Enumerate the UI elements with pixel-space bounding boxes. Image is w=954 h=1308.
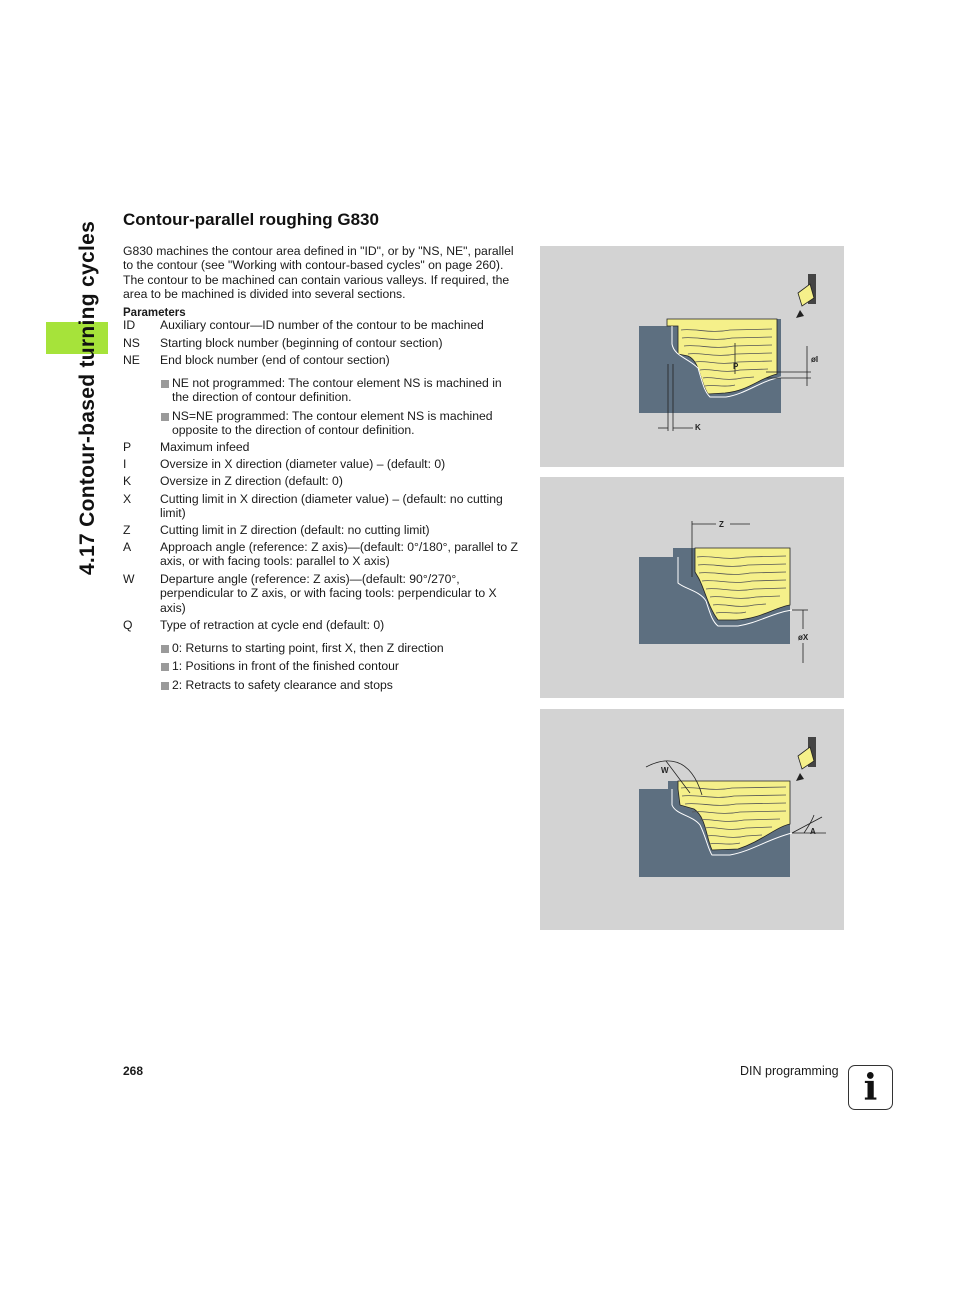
info-icon: i [848, 1065, 893, 1110]
param-row-x: X Cutting limit in X direction (diameter value) – (default: no cutting limit) [123, 492, 503, 521]
param-row-q: Q Type of retraction at cycle end (default: 0) [123, 618, 385, 632]
q-option-2: 2: Retracts to safety clearance and stops [161, 678, 521, 692]
label-k: K [695, 423, 701, 432]
figure-1-svg [540, 246, 844, 467]
q-option-1: 1: Positions in front of the finished contour [161, 659, 521, 673]
label-a: A [810, 827, 816, 836]
footer-section-title: DIN programming [740, 1064, 839, 1078]
param-row-i: I Oversize in X direction (diameter value) – (default: 0) [123, 457, 446, 471]
intro-paragraph: G830 machines the contour area defined in "ID", or by "NS, NE", parallel to the contour (see "Working with contour-based cycles" on page 260). The contour to be machined can contain various valleys. If required, the area to be machined is divided into several sections. [123, 244, 514, 302]
param-row-w: W Departure angle (reference: Z axis)—(default: 90°/270°, perpendicular to Z axis, or with facing tools: perpendicular to X axis) [123, 572, 497, 615]
ne-note-2: NS=NE programmed: The contour element NS is machined opposite to the direction of contour definition. [161, 409, 521, 438]
param-row-k: K Oversize in Z direction (default: 0) [123, 474, 343, 488]
figure-cutting-limits [540, 477, 844, 698]
bullet-square-icon [161, 380, 169, 388]
tool-icon [796, 737, 816, 781]
chapter-side-title: 4.17 Contour-based turning cycles [76, 220, 99, 576]
label-p: P [733, 362, 739, 371]
label-w: W [661, 766, 669, 775]
section-heading: Contour-parallel roughing G830 [123, 210, 379, 229]
bullet-square-icon [161, 682, 169, 690]
ne-note-1: NE not programmed: The contour element NS is machined in the direction of contour definition. [161, 376, 521, 405]
param-row-a: A Approach angle (reference: Z axis)—(default: 0°/180°, parallel to Z axis, or with facing tools: parallel to X axis) [123, 540, 518, 569]
bullet-square-icon [161, 645, 169, 653]
q-option-0: 0: Returns to starting point, first X, then Z direction [161, 641, 521, 655]
param-row-ns: NS Starting block number (beginning of contour section) [123, 336, 443, 350]
tool-icon [796, 274, 816, 318]
bullet-square-icon [161, 413, 169, 421]
param-row-id: ID Auxiliary contour—ID number of the contour to be machined [123, 318, 484, 332]
parameters-heading: Parameters [123, 307, 186, 319]
figure-approach-departure-angles [540, 709, 844, 930]
page-number: 268 [123, 1064, 144, 1078]
bullet-square-icon [161, 663, 169, 671]
param-row-z: Z Cutting limit in Z direction (default: no cutting limit) [123, 523, 430, 537]
figure-2-svg [540, 477, 844, 698]
label-z: Z [719, 520, 724, 529]
label-i: øI [811, 355, 819, 364]
param-row-ne: NE End block number (end of contour section) [123, 353, 390, 367]
param-row-p: P Maximum infeed [123, 440, 250, 454]
label-x: øX [798, 633, 809, 642]
figure-3-svg [540, 709, 844, 930]
figure-infeed-oversize [540, 246, 844, 467]
